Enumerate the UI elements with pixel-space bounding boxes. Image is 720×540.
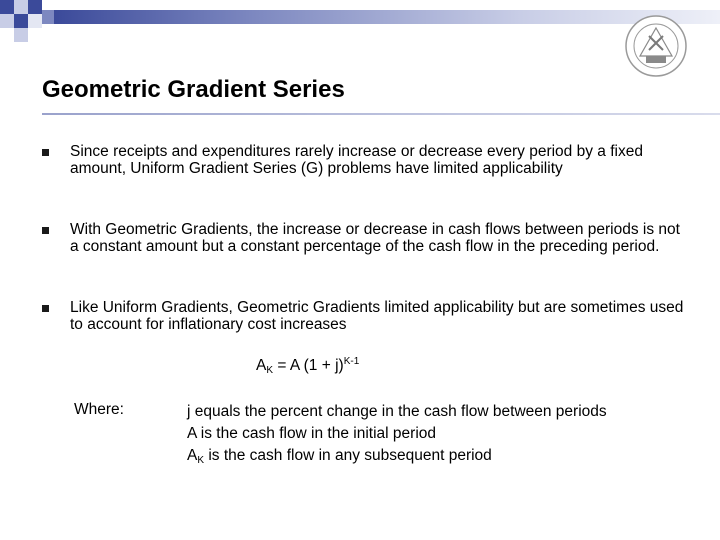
deco-square bbox=[14, 14, 28, 28]
formula-lhs-subscript: K bbox=[266, 365, 274, 376]
where-label: Where: bbox=[74, 401, 124, 418]
deco-square bbox=[0, 0, 14, 14]
square-bullet-icon bbox=[42, 149, 49, 156]
formula-lhs-base: A bbox=[256, 357, 267, 374]
title-underline bbox=[42, 113, 720, 115]
deco-square bbox=[14, 0, 28, 14]
school-seal-icon bbox=[624, 14, 688, 78]
slide-title: Geometric Gradient Series bbox=[42, 76, 345, 103]
square-bullet-icon bbox=[42, 227, 49, 234]
formula-rhs-exponent: K-1 bbox=[343, 356, 360, 367]
bullet-text: Since receipts and expenditures rarely increase or decrease every period by a fixed amount, Uniform Gradient Series (G) problems have limited applicability bbox=[70, 143, 643, 177]
definition-prefix: A bbox=[187, 447, 198, 464]
geometric-gradient-formula bbox=[256, 356, 359, 376]
header-gradient-bar bbox=[54, 10, 720, 24]
definition-text: A is the cash flow in the initial period bbox=[187, 425, 436, 442]
deco-square bbox=[42, 10, 54, 24]
definition-item bbox=[187, 445, 607, 472]
header-decoration bbox=[0, 0, 720, 50]
deco-square bbox=[14, 28, 28, 42]
definition-text: is the cash flow in any subsequent period bbox=[204, 447, 492, 464]
formula-rhs: = A (1 + j) bbox=[277, 357, 344, 374]
bullet-text: With Geometric Gradients, the increase or decrease in cash flows between periods is not a constant amount but a constant percentage of the cash flow in the preceding period. bbox=[70, 221, 680, 255]
bullet-text: Like Uniform Gradients, Geometric Gradients limited applicability but are sometimes used to account for inflationary cost increases bbox=[70, 299, 684, 333]
definition-subscript: K bbox=[197, 455, 205, 466]
definition-text: j equals the percent change in the cash flow between periods bbox=[187, 403, 607, 420]
definition-item bbox=[187, 423, 607, 445]
deco-square bbox=[28, 0, 42, 14]
deco-square bbox=[0, 14, 14, 28]
definitions-list bbox=[187, 401, 607, 472]
definition-item bbox=[187, 401, 607, 423]
deco-square bbox=[28, 14, 42, 28]
square-bullet-icon bbox=[42, 305, 49, 312]
